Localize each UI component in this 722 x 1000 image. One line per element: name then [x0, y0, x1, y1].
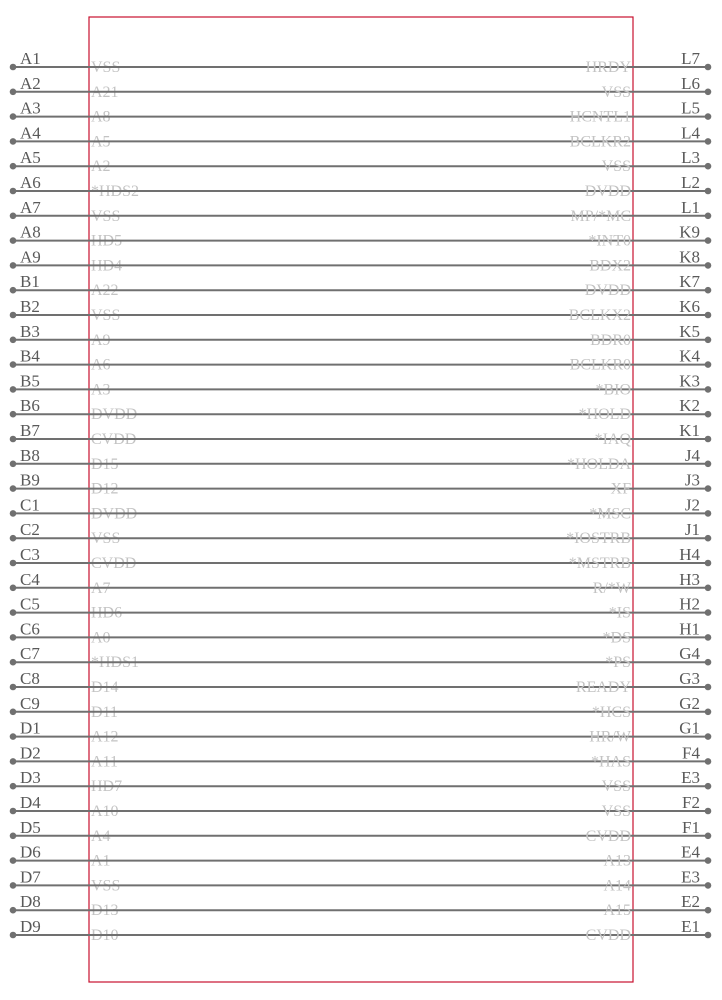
pin-name: D15 [91, 455, 119, 473]
pin-endpoint [705, 932, 712, 939]
pin-name: *IOSTRB [566, 530, 631, 548]
pin-number: G4 [679, 644, 700, 664]
pin-number: J4 [684, 445, 700, 465]
pin-number: L2 [681, 173, 700, 192]
pin-name: BCLKR2 [569, 133, 631, 151]
pin [10, 892, 119, 919]
pin-endpoint [705, 560, 712, 567]
pin-endpoint [10, 833, 17, 840]
pin-endpoint [10, 560, 17, 567]
pin-endpoint [10, 758, 17, 765]
pin-name: *DS [602, 629, 631, 647]
pin-endpoint [10, 535, 17, 542]
pin-endpoint [10, 485, 17, 492]
pin-endpoint [10, 312, 17, 319]
pin-number: K3 [679, 371, 700, 391]
pin-name: HD7 [91, 778, 123, 796]
pin-endpoint [705, 411, 712, 418]
pin-number: L7 [681, 49, 700, 68]
pin [10, 421, 137, 448]
pin-number: D8 [20, 892, 41, 912]
pin-number: G1 [679, 718, 700, 738]
pin-number: C8 [20, 669, 40, 688]
pin-number: D7 [20, 867, 41, 887]
pin-name: A0 [91, 629, 111, 647]
pin-number: A4 [20, 123, 41, 143]
pin-name: A13 [603, 852, 631, 870]
pin [10, 173, 139, 200]
pin-name: *INT0 [588, 232, 631, 250]
pin-endpoint [705, 733, 712, 740]
pin-name: CVDD [91, 555, 137, 572]
pin-name: A14 [603, 877, 631, 895]
pin-endpoint [705, 585, 712, 592]
pin-name: A6 [91, 356, 111, 374]
pin-name: VSS [91, 530, 121, 548]
pin-number: D4 [20, 793, 41, 812]
pin [10, 148, 111, 175]
pin-endpoint [705, 337, 712, 344]
pin-name: VSS [601, 158, 631, 176]
pin [89, 917, 711, 944]
pin-number: C6 [20, 619, 40, 639]
pin-number: F2 [682, 793, 700, 812]
pin-endpoint [705, 237, 712, 244]
pin-number: C1 [20, 495, 40, 515]
pin-endpoint [10, 510, 17, 517]
pin-number: J1 [684, 520, 700, 540]
pin-endpoint [705, 882, 712, 889]
pin [89, 818, 711, 845]
component-body [89, 17, 633, 982]
pin-number: H4 [679, 545, 700, 564]
pin-endpoint [10, 709, 17, 716]
pin [89, 471, 711, 498]
pin-number: D3 [20, 768, 41, 788]
pin-name: VSS [91, 59, 121, 76]
pin-number: L6 [681, 73, 700, 93]
pin-endpoint [705, 188, 712, 195]
left-pin-group [10, 49, 139, 944]
pin-name: DVDD [584, 282, 631, 300]
pin-name: D13 [91, 902, 119, 920]
pin-number: H1 [679, 619, 700, 639]
pin-name: MP/*MC [570, 207, 631, 225]
pin [10, 74, 119, 101]
pin [10, 396, 138, 423]
pin-name: VSS [601, 803, 631, 820]
pin-endpoint [10, 337, 17, 344]
pin-name: HD4 [91, 257, 123, 275]
pin-name: D10 [91, 927, 119, 944]
pin-number: B2 [20, 297, 40, 316]
pin [89, 495, 711, 522]
pin-name: A22 [91, 282, 119, 300]
pin [89, 843, 711, 870]
pin-number: A6 [20, 173, 41, 192]
pin-endpoint [10, 89, 17, 96]
pin-number: A1 [20, 49, 41, 68]
pin [10, 917, 119, 944]
pin-number: E3 [681, 867, 700, 887]
pin-name: *MSTRB [568, 555, 631, 572]
pin [10, 570, 111, 597]
pin-name: *HCS [591, 703, 631, 721]
pin-endpoint [10, 188, 17, 195]
pin-endpoint [10, 163, 17, 170]
pin [89, 223, 711, 250]
pin-number: A9 [20, 247, 41, 267]
pin-endpoint [705, 833, 712, 840]
pin [89, 99, 711, 126]
pin-number: A8 [20, 222, 41, 242]
pin-number: F1 [682, 817, 700, 837]
pin-endpoint [10, 659, 17, 666]
pin-number: B8 [20, 445, 40, 465]
pin-name: D11 [91, 703, 118, 721]
pin-number: L1 [681, 197, 700, 217]
pin-number: D6 [20, 842, 41, 862]
pin-endpoint [10, 634, 17, 641]
pin-number: C3 [20, 545, 40, 564]
pin-name: DVDD [91, 406, 138, 424]
pin-endpoint [10, 808, 17, 815]
pin-endpoint [705, 485, 712, 492]
pin-endpoint [705, 510, 712, 517]
pin-endpoint [10, 857, 17, 864]
pin-number: A7 [20, 197, 41, 217]
pin [89, 173, 711, 200]
pin [10, 694, 118, 721]
pin-name: *IS [608, 604, 631, 622]
pin-name: CVDD [585, 927, 631, 944]
pin-number: D5 [20, 817, 41, 837]
pin-endpoint [705, 213, 712, 220]
pin-endpoint [705, 312, 712, 319]
pin-number: C7 [20, 644, 40, 664]
pin-endpoint [10, 237, 17, 244]
pin [89, 743, 711, 770]
right-pin-group [89, 49, 711, 944]
pin-number: J3 [684, 470, 700, 490]
pin-endpoint [10, 684, 17, 691]
pin [89, 545, 711, 572]
pin [10, 223, 122, 250]
pin [89, 198, 711, 225]
pin-endpoint [10, 213, 17, 220]
pin [89, 297, 711, 324]
pin-endpoint [10, 907, 17, 914]
pin-name: A9 [91, 331, 111, 349]
pin-number: E1 [681, 917, 700, 936]
pin-number: H2 [679, 594, 700, 614]
pin-name: *HOLDA [567, 455, 631, 473]
pin [89, 669, 711, 696]
pin [10, 297, 121, 324]
pin [89, 867, 711, 894]
pin [89, 421, 711, 448]
pin-name: A10 [91, 803, 119, 820]
pin-endpoint [705, 361, 712, 368]
pin-name: DVDD [584, 183, 631, 200]
pin-endpoint [705, 634, 712, 641]
pin-endpoint [705, 113, 712, 120]
pin [10, 669, 119, 696]
pin-number: L4 [681, 123, 700, 143]
pin-endpoint [705, 386, 712, 393]
pin [10, 743, 118, 770]
pin [10, 198, 121, 225]
pin-number: B3 [20, 321, 40, 341]
pin-name: A5 [91, 133, 111, 151]
pin [89, 322, 711, 349]
pin-endpoint [10, 64, 17, 71]
pin-number: A5 [20, 148, 41, 168]
pin-number: L3 [681, 148, 700, 168]
pin-endpoint [705, 262, 712, 269]
pin-name: BCLKR0 [569, 356, 631, 374]
pin-name: VSS [91, 307, 121, 324]
pin-number: H3 [679, 569, 700, 589]
pin-name: A15 [603, 902, 631, 920]
pin-number: G2 [679, 693, 700, 713]
pin-number: K7 [679, 272, 700, 292]
pin-number: E2 [681, 892, 700, 912]
pin [10, 99, 111, 126]
pin-number: J2 [684, 495, 700, 515]
pin-endpoint [10, 609, 17, 616]
pin-name: CVDD [91, 431, 137, 448]
pin [10, 247, 122, 274]
pin [89, 644, 711, 671]
pin-endpoint [10, 262, 17, 269]
pin-name: DVDD [91, 505, 138, 523]
pin [89, 272, 711, 299]
pin [10, 495, 138, 522]
pin-number: K9 [679, 222, 700, 242]
pin-number: B5 [20, 371, 40, 391]
pin-name: *HDS2 [91, 183, 140, 200]
pin [10, 619, 111, 646]
pin-number: K6 [679, 297, 700, 316]
pin-name: *PS [605, 654, 631, 672]
pin [10, 272, 119, 299]
pin-number: K5 [679, 321, 700, 341]
pin [89, 247, 711, 274]
pin-name: *HOLD [578, 406, 631, 424]
pin-endpoint [705, 138, 712, 145]
pin-endpoint [10, 461, 17, 468]
pin [10, 347, 111, 374]
pin [89, 49, 711, 76]
pin [10, 322, 111, 349]
pin-endpoint [705, 163, 712, 170]
pin [10, 595, 122, 622]
pin [89, 396, 711, 423]
pin-endpoint [705, 857, 712, 864]
pin-name: HR/W [589, 728, 631, 746]
pin-number: A2 [20, 73, 41, 93]
pin-name: *HAS [590, 753, 631, 771]
pin [10, 471, 119, 498]
pin-name: A7 [91, 579, 111, 597]
pin-endpoint [10, 361, 17, 368]
pin-name: XF [610, 480, 631, 498]
pin-name: HD5 [91, 232, 123, 250]
pin-name: A4 [91, 827, 111, 845]
pin-name: HD6 [91, 604, 123, 622]
pin [89, 347, 711, 374]
pin-number: A3 [20, 98, 41, 118]
pin-name: BDX2 [589, 257, 631, 275]
pin [10, 446, 119, 473]
pin [89, 74, 711, 101]
pin [10, 818, 111, 845]
pin [89, 768, 711, 795]
pin-endpoint [10, 411, 17, 418]
pin-name: A1 [91, 852, 111, 870]
pin-endpoint [705, 783, 712, 790]
pin-endpoint [705, 609, 712, 616]
pin-endpoint [10, 113, 17, 120]
pin [10, 793, 119, 820]
pin-name: D12 [91, 480, 119, 498]
pin-number: C2 [20, 520, 40, 540]
pin-number: K1 [679, 421, 700, 440]
pin-name: A3 [91, 381, 111, 399]
pin [89, 694, 711, 721]
pin-number: K4 [679, 346, 700, 366]
pin-number: B6 [20, 396, 40, 416]
pin-endpoint [705, 461, 712, 468]
pin-endpoint [705, 89, 712, 96]
pin-name: VSS [91, 207, 121, 225]
pin [89, 123, 711, 150]
pin-name: VSS [91, 877, 121, 895]
pin-endpoint [10, 386, 17, 393]
pin-number: G3 [679, 669, 700, 688]
pin-name: R/*W [592, 579, 631, 597]
pin-number: B1 [20, 272, 40, 292]
pin-number: D9 [20, 917, 41, 936]
pin [10, 371, 111, 398]
pin-number: E4 [681, 842, 700, 862]
pin-number: D2 [20, 743, 41, 763]
pin-number: C9 [20, 693, 40, 713]
pin-number: B9 [20, 470, 40, 490]
pin-endpoint [10, 733, 17, 740]
pin-endpoint [705, 907, 712, 914]
pin [10, 719, 119, 746]
pin [10, 867, 121, 894]
pin-number: L5 [681, 98, 700, 118]
pin-endpoint [10, 783, 17, 790]
pin-number: C4 [20, 569, 40, 589]
pin-name: CVDD [585, 827, 631, 845]
pin-endpoint [705, 684, 712, 691]
pin-endpoint [10, 585, 17, 592]
pin-number: B4 [20, 346, 40, 366]
pin [89, 570, 711, 597]
pin-name: A2 [91, 158, 111, 176]
pin [10, 768, 122, 795]
pin-endpoint [10, 932, 17, 939]
pin [89, 619, 711, 646]
pin-number: K8 [679, 247, 700, 267]
pin [10, 49, 121, 76]
pin-name: A11 [91, 753, 118, 771]
pin-name: D14 [91, 679, 119, 696]
pin-name: BCLKX2 [568, 307, 631, 324]
pin [89, 371, 711, 398]
pin-endpoint [705, 659, 712, 666]
pin-name: A8 [91, 108, 111, 126]
pin-name: *IAQ [594, 431, 631, 448]
pin-name: *BIO [595, 381, 631, 399]
pin-name: BDR0 [590, 331, 631, 349]
pin-endpoint [10, 436, 17, 443]
pin [89, 595, 711, 622]
pin-endpoint [705, 287, 712, 294]
pin [89, 892, 711, 919]
pin-endpoint [705, 436, 712, 443]
pin-name: VSS [601, 83, 631, 101]
pin-number: F4 [682, 743, 700, 763]
pin [10, 520, 121, 547]
pin-endpoint [705, 758, 712, 765]
pin-name: READY [575, 679, 631, 696]
pin-endpoint [705, 709, 712, 716]
pin-number: K2 [679, 396, 700, 416]
pin-number: E3 [681, 768, 700, 788]
pin [89, 520, 711, 547]
pin-number: D1 [20, 718, 41, 738]
pin [10, 843, 111, 870]
pin-name: HRDY [585, 59, 631, 76]
pin-name: VSS [601, 778, 631, 796]
pin-name: *HDS1 [91, 654, 140, 672]
pin [89, 793, 711, 820]
pin-name: HCNTL1 [569, 108, 631, 126]
pin-endpoint [10, 287, 17, 294]
pin [10, 545, 137, 572]
pin-endpoint [705, 535, 712, 542]
pin-number: B7 [20, 421, 40, 440]
pin [10, 123, 111, 150]
pin-name: A21 [91, 83, 119, 101]
pin-endpoint [705, 64, 712, 71]
pin [89, 719, 711, 746]
pin-endpoint [10, 882, 17, 889]
pin-endpoint [705, 808, 712, 815]
pin [10, 644, 139, 671]
pin [89, 446, 711, 473]
pin-name: A12 [91, 728, 119, 746]
pin-name: *MSC [589, 505, 631, 523]
pin [89, 148, 711, 175]
pin-endpoint [10, 138, 17, 145]
pin-number: C5 [20, 594, 40, 614]
